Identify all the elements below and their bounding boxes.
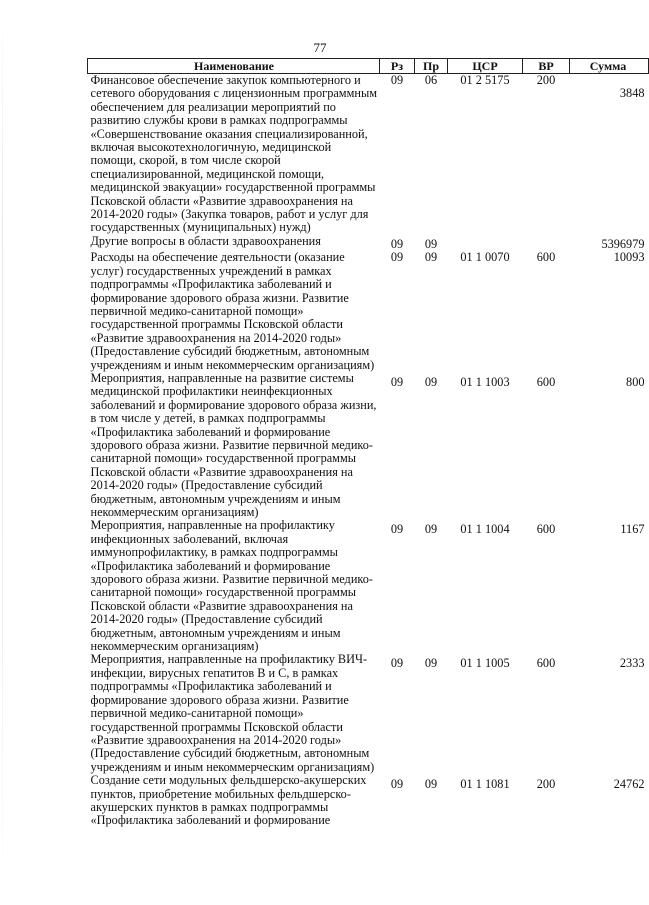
- budget-table: [87, 58, 649, 828]
- row-csr: 01 1 1005: [460, 656, 510, 671]
- row-rz: 09: [390, 777, 404, 792]
- table-header: [88, 59, 649, 74]
- header-rz: Рз: [380, 59, 415, 74]
- row-pr: 09: [424, 236, 438, 251]
- row-sum: 5396979: [601, 236, 645, 251]
- row-name: Мероприятия, направленные на развитие системы медицинской профилактики неинфекционных заболеваний и формирование здорового образа жизни, в том числе у детей, в рамках подпрограммы «Профилактика заболеваний и формирование здорового образа жизни. Развитие первичной медико-санитарной помощи» государственной программы Псковской области «Развитие здравоохранения на 2014-2020 годы» (Предоставление субсидий бюджетным, автономным учреждениям и иным некоммерческим организациям): [90, 370, 377, 519]
- header-pr: Пр: [415, 59, 448, 74]
- header-sum: Сумма: [570, 59, 649, 74]
- row-pr: 09: [424, 656, 438, 671]
- row-name: Создание сети модульных фельдшерско-акушерских пунктов, приобретение мобильных фельдшерско-акушерских пунктов в рамках подпрограммы «Профилактика заболеваний и формирование: [90, 773, 367, 828]
- row-sum: 3848: [619, 86, 645, 100]
- row-name: Расходы на обеспечение деятельности (оказание услуг) государственных учреждений в рамках подпрограммы «Профилактика заболеваний и формирование здорового образа жизни. Развитие первичной медико-санитарной помощи» государственной программы Псковской области «Развитие здравоохранения на 2014-2020 годы» (Предоставление субсидий бюджетным, автономным учреждениям и иным некоммерческим организациям): [90, 250, 375, 372]
- row-vr: 600: [536, 656, 556, 671]
- header-row: [88, 59, 649, 74]
- table-row: [88, 653, 649, 774]
- row-vr: 600: [536, 374, 556, 389]
- table-body: [88, 74, 649, 828]
- row-vr: 600: [536, 250, 556, 265]
- row-rz: 09: [390, 374, 404, 389]
- row-pr: 09: [424, 374, 438, 389]
- row-name: Другие вопросы в области здравоохранения: [90, 233, 321, 248]
- header-name: Наименование: [88, 59, 380, 74]
- row-sum: 2333: [619, 656, 645, 671]
- scan-edge-shadow: [2, 0, 3, 905]
- row-vr: 200: [536, 73, 556, 87]
- row-vr: 200: [536, 777, 556, 792]
- row-sum: 800: [626, 374, 645, 389]
- header-csr: ЦСР: [448, 59, 523, 74]
- row-name: Финансовое обеспечение закупок компьютерного и сетевого оборудования с лицензионным программным обеспечением для реализации мероприятий по развитию службы крови в рамках подпрограммы «Совершенствование оказания специализированной, включая высокотехнологичную, медицинской помощи, скорой, в том числе скорой специализированной, медицинской помощи, медицинской эвакуации» государственной программы Псковской области «Развитие здравоохранения на 2014-2020 годы» (Закупка товаров, работ и услуг для государственных (муниципальных) нужд): [90, 73, 377, 235]
- row-pr: 06: [424, 73, 438, 87]
- row-sum: 1167: [620, 522, 645, 537]
- row-rz: 09: [390, 522, 404, 537]
- header-vr: ВР: [523, 59, 570, 74]
- row-csr: 01 1 0070: [460, 250, 510, 265]
- table-row: [88, 74, 649, 235]
- row-name: Мероприятия, направленные на профилактику ВИЧ-инфекции, вирусных гепатитов В и С, в рамках подпрограммы «Профилактика заболеваний и формирование здорового образа жизни. Развитие первичной медико-санитарной помощи» государственной программы Псковской области «Развитие здравоохранения на 2014-2020 годы» (Предоставление субсидий бюджетным, автономным учреждениям и иным некоммерческим организациям): [90, 652, 375, 774]
- row-pr: 09: [424, 777, 438, 792]
- row-pr: 09: [424, 250, 438, 265]
- table-row: [88, 774, 649, 828]
- row-sum: 24762: [613, 777, 645, 792]
- row-pr: 09: [424, 522, 438, 537]
- row-rz: 09: [390, 656, 404, 671]
- row-name: Мероприятия, направленные на профилактику инфекционных заболеваний, включая иммунопрофилактику, в рамках подпрограммы «Профилактика заболеваний и формирование здорового образа жизни. Развитие первичной медико-санитарной помощи» государственной программы Псковской области «Развитие здравоохранения на 2014-2020 годы» (Предоставление субсидий бюджетным, автономным учреждениям и иным некоммерческим организациям): [90, 518, 373, 654]
- row-csr: 01 1 1004: [460, 522, 510, 537]
- row-sum: 10093: [613, 250, 645, 265]
- page-number: 77: [313, 40, 327, 55]
- row-rz: 09: [390, 73, 404, 87]
- row-vr: [523, 235, 570, 251]
- row-rz: 09: [390, 236, 404, 251]
- table-row: [88, 251, 649, 372]
- row-csr: 01 2 5175: [460, 73, 510, 87]
- table-row: [88, 519, 649, 653]
- row-csr: 01 1 1003: [460, 374, 510, 389]
- row-csr: [448, 235, 523, 251]
- row-csr: 01 1 1081: [460, 777, 510, 792]
- row-rz: 09: [390, 250, 404, 265]
- row-vr: 600: [536, 522, 556, 537]
- table-row: [88, 235, 649, 251]
- table-row: [88, 372, 649, 519]
